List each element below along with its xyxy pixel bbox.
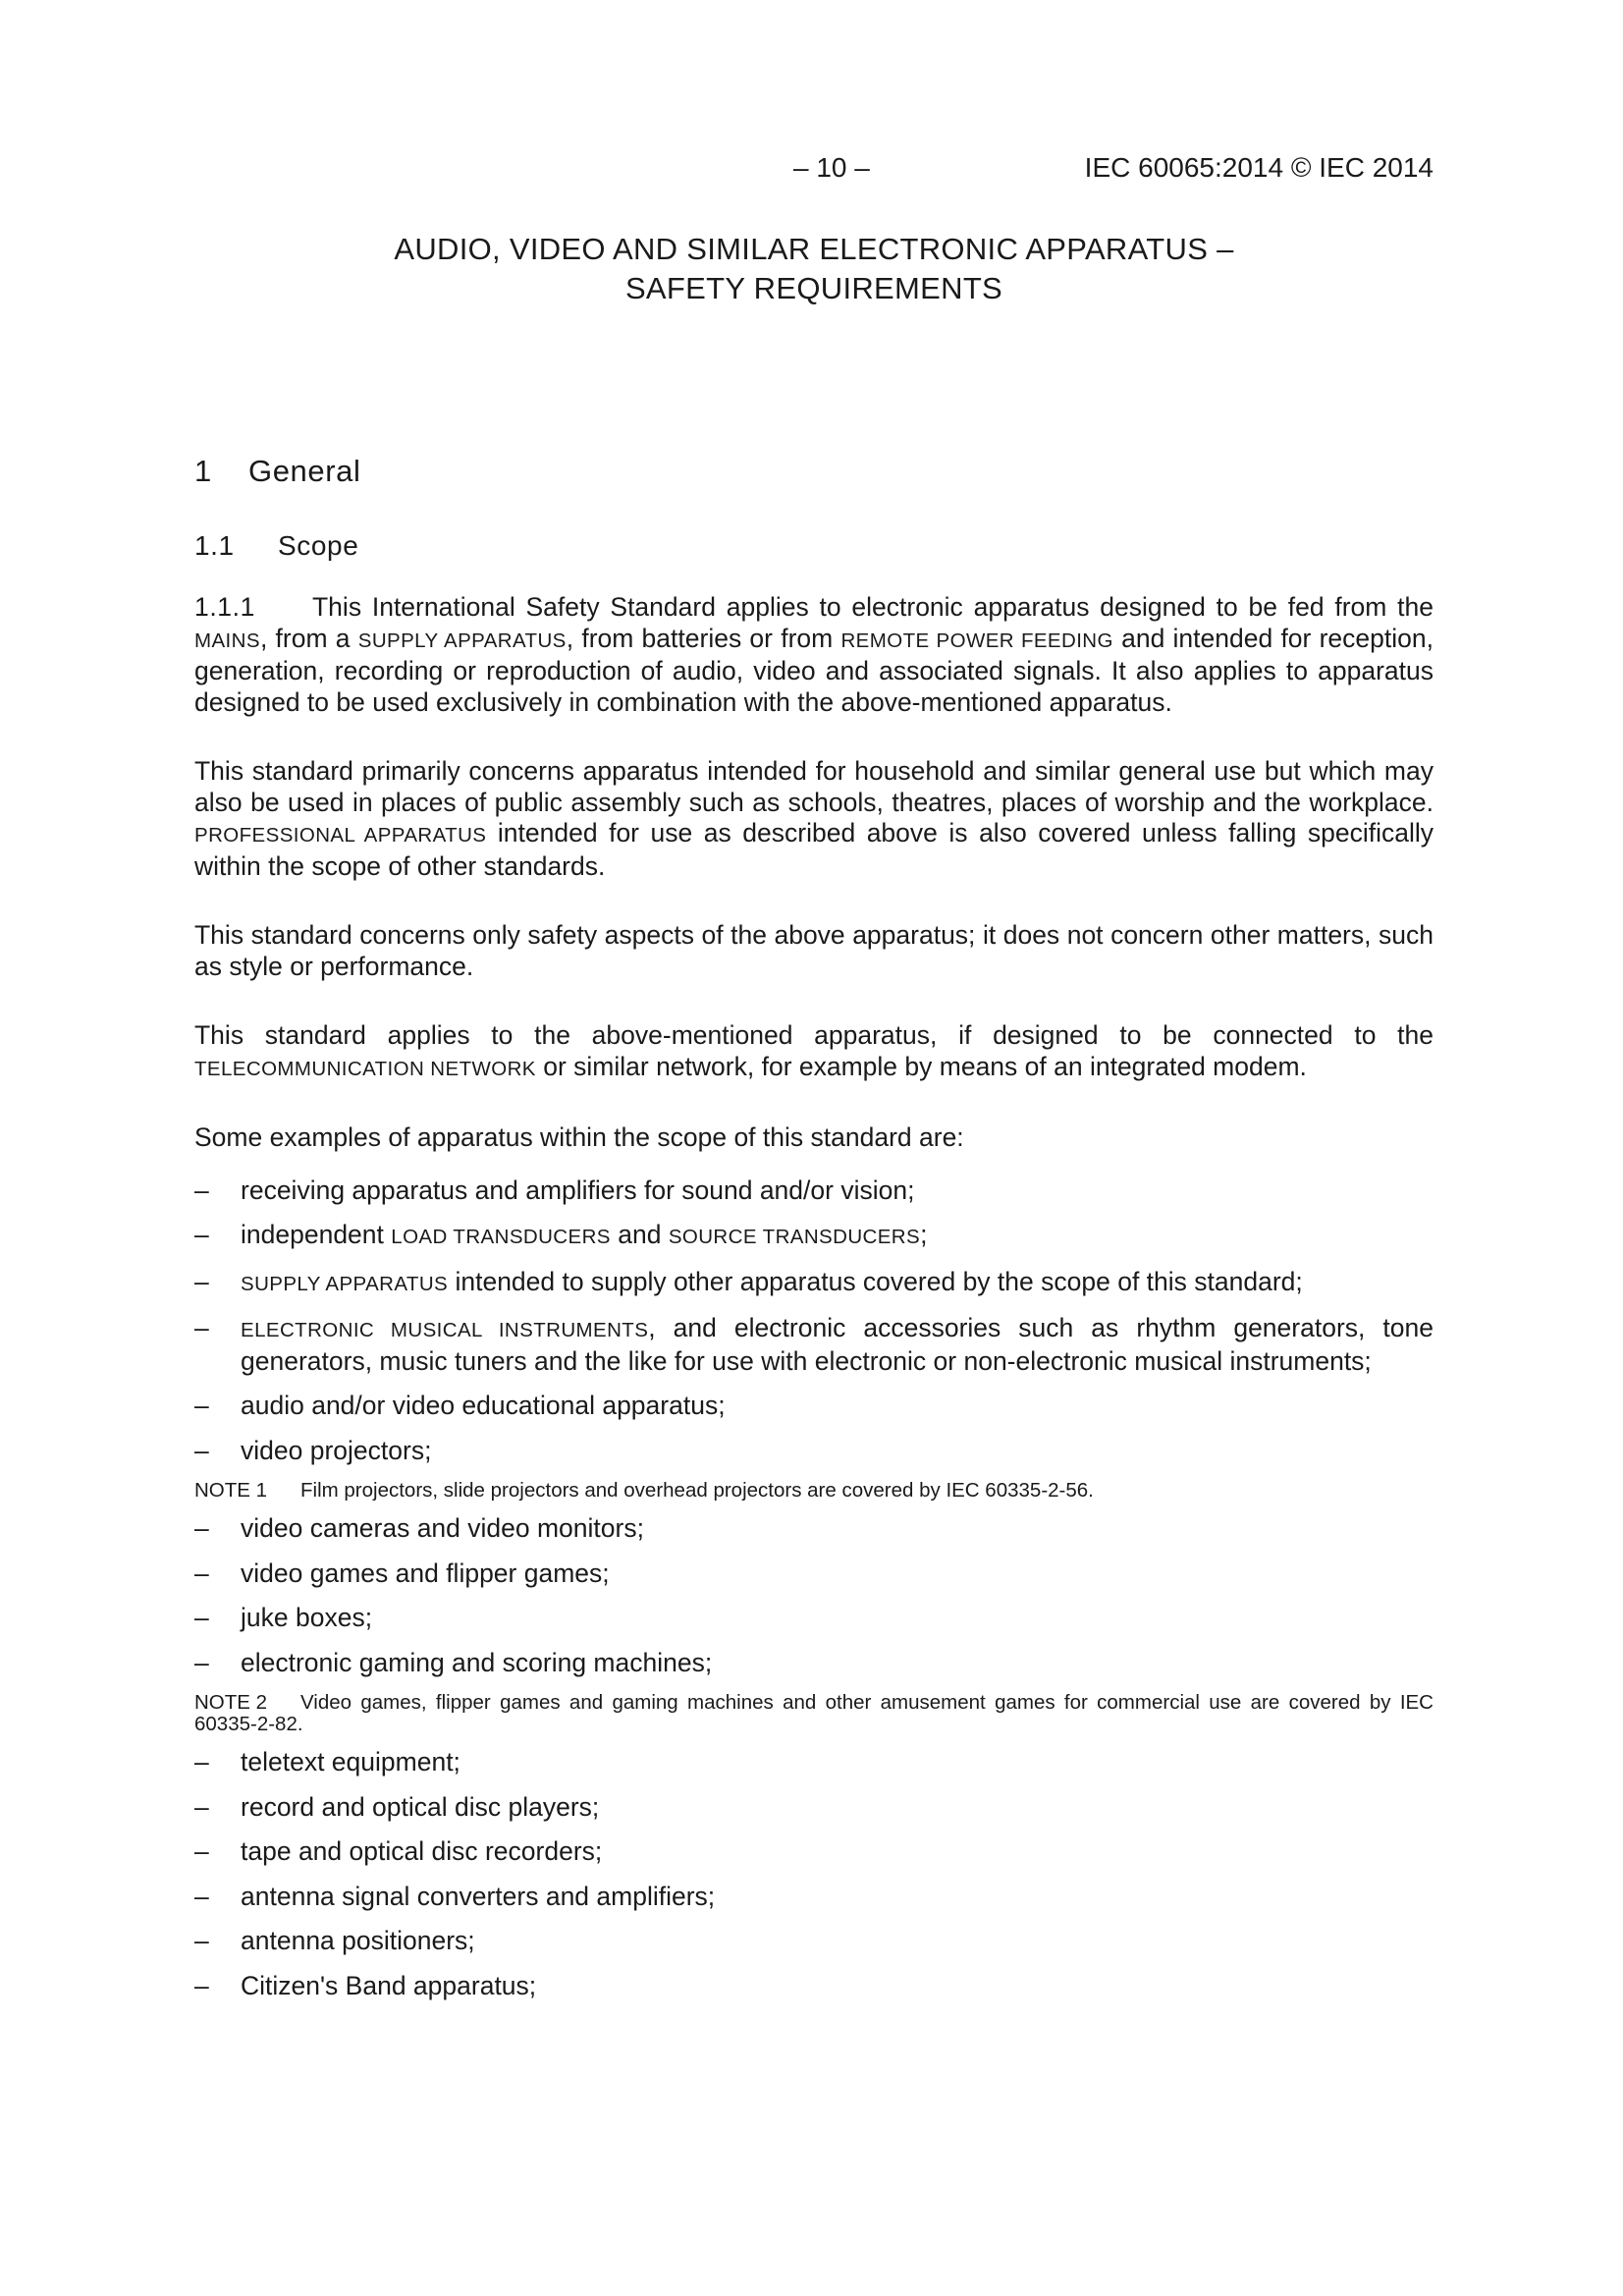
examples-list-2 [194, 1513, 1434, 1678]
list-item [194, 1792, 1434, 1824]
list-item [194, 1175, 1434, 1207]
paragraph-4 [194, 1020, 1434, 1084]
clause-1-1-title: Scope [278, 530, 359, 561]
list-item [194, 1882, 1434, 1913]
list-item-text: video projectors; [241, 1435, 432, 1465]
dash-marker: – [194, 1313, 209, 1342]
note-text: Video games, flipper games and gaming machines and other amusement games for commercial use are covered by IEC 60335-2-82. [194, 1691, 1434, 1735]
note-label: NOTE 2 [194, 1691, 268, 1714]
paragraph-3 [194, 920, 1434, 982]
text-run: This standard applies to the above-mentioned apparatus, if designed to be connected to the [194, 1020, 1434, 1050]
defined-term: MAINS [194, 629, 260, 652]
text-run: This standard concerns only safety aspects of the above apparatus; it does not concern other matters, such as style or performance. [194, 920, 1434, 981]
document-reference: IEC 60065:2014 © IEC 2014 [1084, 152, 1434, 183]
list-item [194, 1313, 1434, 1377]
text-run: This International Safety Standard applies to electronic apparatus designed to be fed from the [312, 592, 1434, 622]
list-item [194, 1603, 1434, 1634]
list-item-text: antenna signal converters and amplifiers; [241, 1881, 716, 1911]
document-title [194, 230, 1434, 308]
paragraph-5 [194, 1122, 1434, 1154]
text-run: ; [920, 1220, 928, 1249]
text-run: and [610, 1220, 669, 1249]
text-run: intended to supply other apparatus covered by the scope of this standard; [448, 1266, 1303, 1296]
defined-term: SUPPLY APPARATUS [357, 629, 567, 652]
list-item [194, 1648, 1434, 1679]
defined-term: LOAD TRANSDUCERS [391, 1226, 611, 1248]
list-item [194, 1747, 1434, 1778]
list-item-text: tape and optical disc recorders; [241, 1836, 603, 1866]
paragraph-1-1-1 [194, 592, 1434, 718]
dash-marker: – [194, 1391, 209, 1420]
clause-1-heading [194, 454, 361, 489]
list-item-text: audio and/or video educational apparatus; [241, 1391, 726, 1420]
paragraph-2 [194, 756, 1434, 882]
defined-term: SUPPLY APPARATUS [241, 1272, 449, 1295]
dash-marker: – [194, 1435, 209, 1465]
list-item-text: video games and flipper games; [241, 1558, 610, 1588]
text-run: This standard primarily concerns apparatus intended for household and similar general use but which may also be used in places of public assembly such as schools, theatres, places of worship and the workplace. [194, 756, 1434, 817]
text-run: , from a [259, 623, 358, 653]
page-header [194, 152, 1434, 188]
clause-1-1-number: 1.1 [194, 530, 235, 561]
list-item [194, 1558, 1434, 1590]
text-run: , and electronic accessories such as rhythm generators, tone generators, music tuners and the like for use with electronic or non-electronic musical instruments; [241, 1313, 1434, 1376]
list-item [194, 1926, 1434, 1957]
list-item-text: antenna positioners; [241, 1926, 475, 1955]
list-item [194, 1513, 1434, 1545]
dash-marker: – [194, 1881, 209, 1911]
defined-term: SOURCE TRANSDUCERS [668, 1226, 921, 1248]
text-run: or similar network, for example by means of an integrated modem. [535, 1051, 1307, 1081]
list-item-text: juke boxes; [241, 1603, 373, 1632]
dash-marker: – [194, 1603, 209, 1632]
text-run: and intended for reception, generation, recording or reproduction of audio, video and associated signals. It also applies to apparatus designed to be used exclusively in combination with the above-mentioned apparatus. [194, 623, 1434, 717]
list-item-text: Citizen's Band apparatus; [241, 1970, 537, 2000]
clause-1-number: 1 [194, 454, 212, 488]
dash-marker: – [194, 1220, 209, 1249]
dash-marker: – [194, 1970, 209, 2000]
defined-term: TELECOMMUNICATION NETWORK [194, 1057, 536, 1080]
text-run: intended for use as described above is also covered unless falling specifically within the scope of other standards. [194, 818, 1434, 881]
dash-marker: – [194, 1266, 209, 1296]
list-item [194, 1436, 1434, 1467]
list-item-text: electronic gaming and scoring machines; [241, 1647, 713, 1677]
examples-list-3 [194, 1747, 1434, 2001]
dash-marker: – [194, 1791, 209, 1822]
list-item-text: teletext equipment; [241, 1747, 460, 1777]
clause-1-title: General [248, 454, 361, 488]
list-item-text: record and optical disc players; [241, 1791, 600, 1822]
title-line-2: SAFETY REQUIREMENTS [624, 271, 1003, 305]
list-item [194, 1391, 1434, 1422]
dash-marker: – [194, 1836, 209, 1866]
defined-term: ELECTRONIC MUSICAL INSTRUMENTS [241, 1319, 649, 1341]
page-number: – 10 – [793, 152, 870, 183]
note-2 [194, 1692, 1434, 1735]
note-1 [194, 1480, 1434, 1502]
dash-marker: – [194, 1747, 209, 1777]
defined-term: REMOTE POWER FEEDING [840, 629, 1113, 652]
examples-list-1 [194, 1175, 1434, 1467]
dash-marker: – [194, 1926, 209, 1955]
list-item-text: receiving apparatus and amplifiers for sound and/or vision; [241, 1175, 915, 1205]
text-run: Some examples of apparatus within the scope of this standard are: [194, 1122, 964, 1152]
note-text: Film projectors, slide projectors and overhead projectors are covered by IEC 60335-2-56. [300, 1479, 1094, 1502]
clause-1-1-heading [194, 530, 358, 562]
dash-marker: – [194, 1647, 209, 1677]
clause-1-1-1-number: 1.1.1 [194, 592, 255, 622]
defined-term: PROFESSIONAL APPARATUS [194, 824, 487, 847]
list-item-text: video cameras and video monitors; [241, 1513, 644, 1543]
dash-marker: – [194, 1513, 209, 1543]
dash-marker: – [194, 1175, 209, 1205]
list-item [194, 1220, 1434, 1253]
text-run: independent [241, 1220, 392, 1249]
list-item [194, 1971, 1434, 2002]
note-label: NOTE 1 [194, 1479, 268, 1502]
document-body [194, 592, 1434, 2015]
dash-marker: – [194, 1558, 209, 1588]
text-run: , from batteries or from [566, 623, 841, 653]
list-item [194, 1267, 1434, 1300]
title-line-1: AUDIO, VIDEO AND SIMILAR ELECTRONIC APPARATUS – [394, 232, 1234, 266]
list-item [194, 1836, 1434, 1868]
